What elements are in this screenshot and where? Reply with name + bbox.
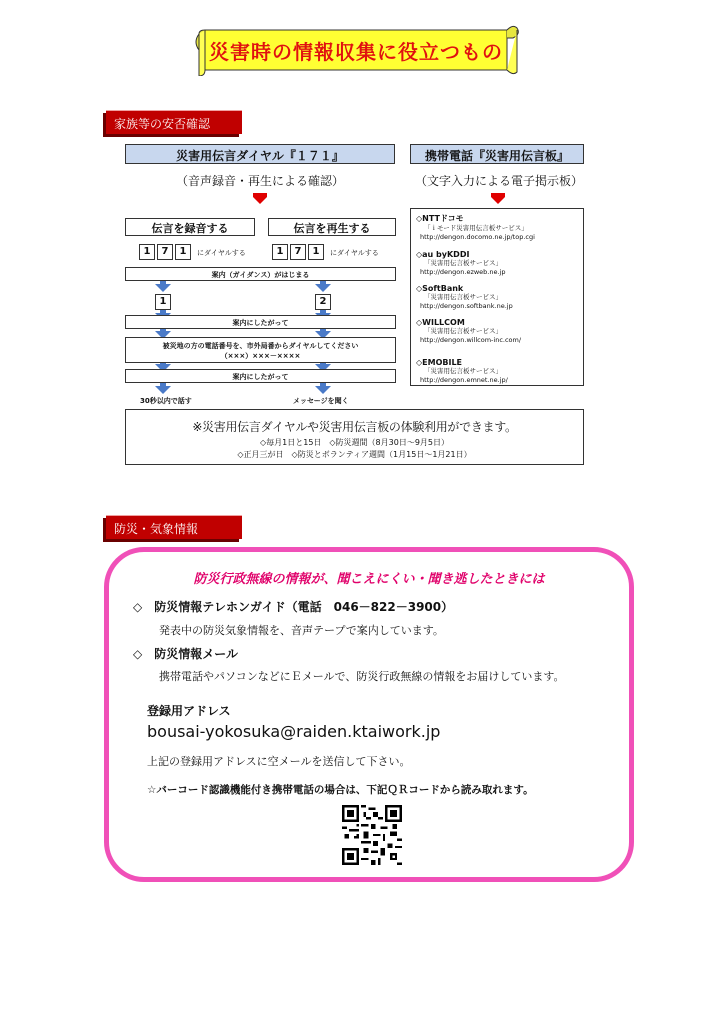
carrier-name: ◇au byKDDI — [416, 250, 470, 259]
play-message-box: 伝言を再生する — [268, 218, 396, 236]
down-arrow-icon — [253, 197, 267, 204]
digit-box: 1 — [175, 244, 191, 260]
carrier-url[interactable]: http://dengon.willcom-inc.com/ — [420, 336, 522, 344]
section-label-family-safety: 家族等の安否確認 — [106, 110, 242, 134]
down-arrow-icon — [315, 284, 331, 292]
trial-dates-2: ◇正月三が日 ◇防災とボランティア週間（1月15日～1月21日） — [237, 450, 472, 459]
listen-note: メッセージを聞く — [293, 397, 349, 405]
carrier-url[interactable]: http://dengon.emnet.ne.jp/ — [420, 376, 508, 384]
down-arrow-icon — [315, 386, 331, 394]
carrier-service: 「ｉモード災害用伝言板サービス」 — [424, 224, 528, 232]
title-banner — [191, 24, 521, 76]
page-title: 災害時の情報収集に役立つもの — [209, 40, 503, 64]
enter-phone-box — [125, 337, 396, 363]
down-arrow-icon — [155, 386, 171, 394]
follow-guidance-box: 案内にしたがって — [125, 369, 396, 383]
trial-info-box — [125, 409, 584, 465]
trial-title: ※災害用伝言ダイヤルや災害用伝言板の体験利用ができます。 — [192, 420, 517, 434]
carrier-name: ◇WILLCOM — [416, 318, 465, 327]
digit-box: 7 — [290, 244, 306, 260]
carrier-url[interactable]: http://dengon.ezweb.ne.jp — [420, 268, 506, 276]
telephone-guide-desc: 発表中の防災気象情報を、音声テープで案内しています。 — [159, 624, 444, 637]
carrier-item — [416, 358, 583, 385]
dial-instruction: にダイヤルする — [330, 249, 379, 257]
dial-instruction: にダイヤルする — [197, 249, 246, 257]
registration-label: 登録用アドレス — [147, 704, 231, 718]
send-instruction: 上記の登録用アドレスに空メールを送信して下さい。 — [147, 755, 411, 768]
digit-box: 1 — [272, 244, 288, 260]
carrier-item — [416, 250, 583, 284]
down-arrow-icon — [155, 284, 171, 292]
digit-box: 1 — [139, 244, 155, 260]
carrier-list — [410, 208, 584, 386]
carrier-url[interactable]: http://dengon.docomo.ne.jp/top.cgi — [420, 233, 535, 241]
carrier-item — [416, 284, 583, 318]
carrier-service: 「災害用伝言板サービス」 — [424, 327, 502, 335]
carrier-item — [416, 213, 583, 250]
choice-box: 2 — [315, 294, 331, 310]
guidance-box: 案内（ガイダンス）がはじまる — [125, 267, 396, 281]
carrier-service: 「災害用伝言板サービス」 — [424, 259, 502, 267]
digit-box: 1 — [308, 244, 324, 260]
carrier-name: ◇NTTドコモ — [416, 214, 464, 223]
record-message-box: 伝言を録音する — [125, 218, 255, 236]
carrier-item — [416, 318, 583, 358]
carrier-name: ◇EMOBILE — [416, 358, 463, 367]
speak-note: 30秒以内で話す — [140, 397, 192, 405]
section-label-disaster-weather: 防災・気象情報 — [106, 515, 242, 539]
enter-phone-format: （×××）×××－×××× — [220, 352, 301, 360]
dial-171-subtitle: （音声録音・再生による確認） — [175, 174, 344, 188]
follow-guidance-box: 案内にしたがって — [125, 315, 396, 329]
info-mail-desc: 携帯電話やパソコンなどにＥメールで、防災行政無線の情報をお届けしています。 — [159, 670, 565, 683]
registration-email[interactable]: bousai-yokosuka@raiden.ktaiwork.jp — [147, 722, 441, 741]
message-board-subtitle: （文字入力による電子掲示板） — [414, 174, 583, 188]
digit-box: 7 — [157, 244, 173, 260]
carrier-url[interactable]: http://dengon.softbank.ne.jp — [420, 302, 513, 310]
choice-box: 1 — [155, 294, 171, 310]
dial-171-header: 災害用伝言ダイヤル『１７１』 — [125, 144, 395, 164]
barcode-note: ☆バーコード認識機能付き携帯電話の場合は、下記ＱＲコードから読み取れます。 — [147, 784, 534, 796]
carrier-service: 「災害用伝言板サービス」 — [424, 367, 502, 375]
info-mail-title: ◇ 防災情報メール — [133, 647, 238, 661]
carrier-service: 「災害用伝言板サービス」 — [424, 293, 502, 301]
trial-dates-1: ◇毎月1日と15日 ◇防災週間（8月30日～9月5日） — [259, 438, 450, 447]
enter-phone-text: 被災地の方の電話番号を、市外局番からダイヤルしてください — [162, 342, 359, 350]
down-arrow-icon — [491, 197, 505, 204]
qr-code-icon[interactable] — [342, 805, 402, 865]
telephone-guide-title: ◇ 防災情報テレホンガイド（電話 046－822－3900） — [133, 600, 454, 614]
panel-heading: 防災行政無線の情報が、聞こえにくい・聞き逃したときには — [193, 572, 545, 587]
carrier-name: ◇SoftBank — [416, 284, 464, 293]
disaster-info-panel — [104, 547, 634, 882]
message-board-header: 携帯電話『災害用伝言板』 — [410, 144, 584, 164]
